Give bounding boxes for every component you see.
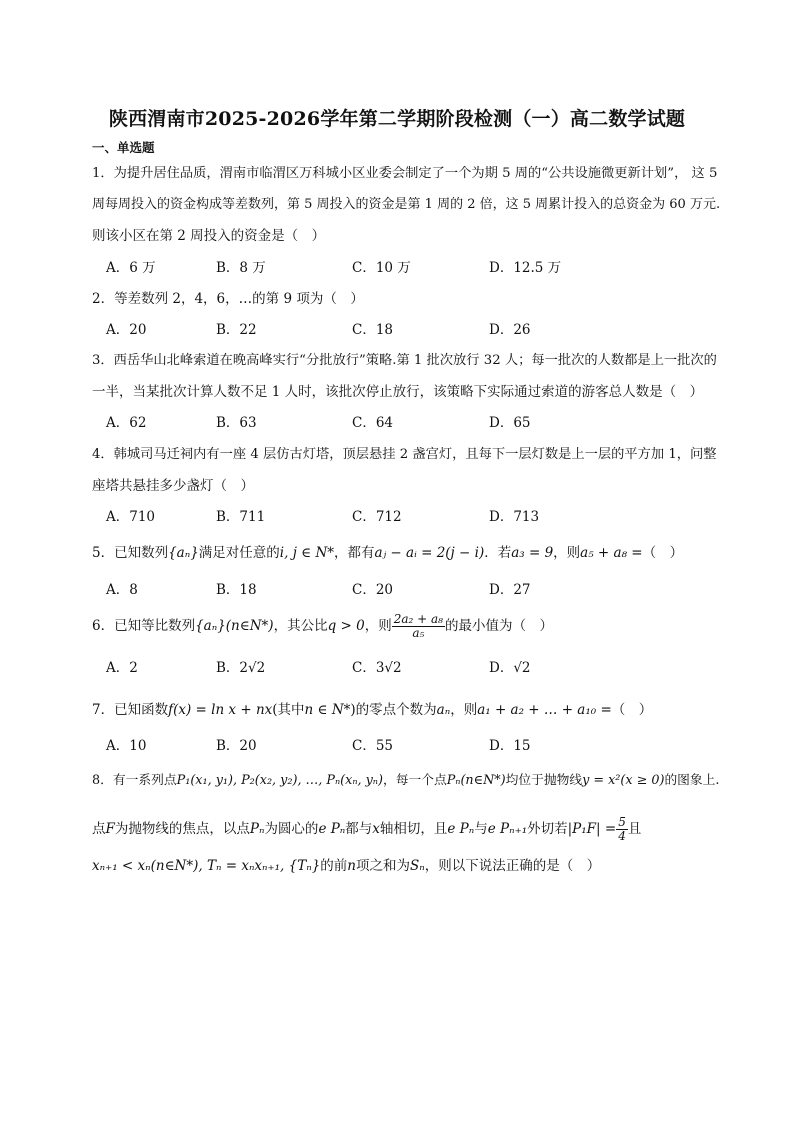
- q6-math-q: q > 0: [327, 618, 365, 634]
- q5-math-sum: a₅ + a₈ =: [580, 545, 643, 561]
- q5-text-k: （ ）: [642, 545, 684, 561]
- q7-text-i: （ ）: [611, 702, 653, 718]
- q8-text-2g: 都与: [345, 821, 373, 837]
- q8-text-2m: 外切若: [527, 821, 568, 837]
- q7-math-f: f(x) = ln x + nx: [168, 702, 273, 718]
- q5-text-a: 5．已知数列: [92, 545, 169, 561]
- q4-option-b[interactable]: B．711: [216, 509, 266, 525]
- q8-text-e: 均位于抛物线: [505, 773, 583, 788]
- q5-option-d[interactable]: D．27: [489, 582, 531, 598]
- q8-text-3b: 的前: [320, 858, 348, 874]
- q5-line-1: [92, 543, 683, 563]
- q8-text-a: 8．有一系列点: [92, 773, 177, 788]
- q5-text-i: ，则: [553, 545, 581, 561]
- q5-text-g: ．若: [484, 545, 512, 561]
- q8-math-sn: Sₙ: [409, 858, 425, 874]
- q8-math-circle-pn-2: e Pₙ: [447, 821, 475, 837]
- q8-math-x: x: [372, 821, 380, 837]
- q3-options: [106, 413, 706, 433]
- q1-line-3: 则该小区在第 2 周投入的资金是（ ）: [92, 228, 326, 244]
- q3-option-d[interactable]: D．65: [489, 415, 531, 431]
- page-title: 陕西渭南市2025-2026学年第二学期阶段检测（一）高二数学试题: [108, 108, 686, 130]
- q7-text-g: ，则: [450, 702, 478, 718]
- q8-math-pn: Pₙ(n∈N*): [446, 773, 506, 788]
- q8-text-2e: 为圆心的: [264, 821, 319, 837]
- q6-option-c[interactable]: C．3√2: [352, 660, 402, 676]
- q1-line-2: 周每周投入的资金构成等差数列，第 5 周投入的资金是第 1 周的 2 倍，这 5 周累计投入的总资金为 60 万元.: [92, 197, 721, 212]
- q5-text-c: 满足对任意的: [198, 545, 280, 561]
- q2-option-a[interactable]: A．20: [106, 322, 147, 338]
- q4-option-d[interactable]: D．713: [489, 509, 540, 525]
- q6-option-a[interactable]: A．2: [106, 660, 138, 676]
- q7-math-an: aₙ: [436, 702, 451, 718]
- q8-math-F: F: [105, 821, 115, 837]
- q8-text-2i: 轴相切，且: [379, 821, 448, 837]
- q8-line-2: [92, 814, 641, 844]
- q8-math-p1f: |P₁F| =: [567, 821, 617, 837]
- q1-line-1: 1．为提升居住品质，渭南市临渭区万科城小区业委会制定了一个为期 5 周的“公共设施微更新计划”， 这 5: [92, 166, 718, 181]
- q4-option-a[interactable]: A．710: [106, 509, 156, 525]
- q8-math-circle-pn1: e Pₙ₊₁: [487, 821, 528, 837]
- q2-option-d[interactable]: D．26: [489, 322, 531, 338]
- q3-line-1: 3．西岳华山北峰索道在晚高峰实行“分批放行”策略.第 1 批次放行 32 人；每一批次的人数都是上一批次的: [92, 353, 717, 368]
- q1-option-d[interactable]: D．12.5 万: [489, 260, 562, 276]
- q8-fraction: [616, 816, 628, 843]
- q1-options: [106, 258, 706, 278]
- q5-option-c[interactable]: C．20: [352, 582, 394, 598]
- q8-math-points: P₁(x₁, y₁), P₂(x₂, y₂), …, Pₙ(xₙ, yₙ): [176, 773, 383, 788]
- q3-option-b[interactable]: B．63: [216, 415, 257, 431]
- q6-math-seq: {aₙ}(n∈N*): [195, 618, 274, 634]
- q8-math-pn-2: Pₙ: [249, 821, 265, 837]
- q8-text-3f: ，则以下说法正确的是（ ）: [424, 858, 601, 874]
- q6-frac-den: a₅: [412, 626, 425, 640]
- q6-text-a: 6．已知等比数列: [92, 618, 196, 634]
- q4-line-1: 4．韩城司马迁祠内有一座 4 层仿古灯塔，顶层悬挂 2 盏宫灯，且每下一层灯数是上一层的平方加 1，问整: [92, 447, 717, 462]
- q7-math-sum: a₁ + a₂ + … + a₁₀ =: [477, 702, 612, 718]
- q4-option-c[interactable]: C．712: [352, 509, 402, 525]
- q6-text-f: 的最小值为（ ）: [444, 618, 553, 634]
- q5-math-seq: {aₙ}: [168, 545, 199, 561]
- q2-line-1: 2．等差数列 2，4，6，…的第 9 项为（ ）: [92, 291, 364, 307]
- q6-text-c: ，其公比: [273, 618, 328, 634]
- q7-option-c[interactable]: C．55: [352, 738, 394, 754]
- q8-frac-num: 5: [618, 815, 626, 829]
- q7-text-a: 7．已知函数: [92, 702, 169, 718]
- q1-option-b[interactable]: B．8 万: [216, 260, 266, 276]
- q7-math-n: n ∈ N*: [304, 702, 351, 718]
- q8-text-2c: 为抛物线的焦点，以点: [114, 821, 250, 837]
- q8-line-1: [92, 771, 720, 791]
- q6-option-d[interactable]: D．√2: [489, 660, 531, 676]
- q5-options: [106, 580, 706, 600]
- q7-text-e: )的零点个数为: [350, 702, 437, 718]
- q6-text-e: ，则: [364, 618, 392, 634]
- q5-option-b[interactable]: B．18: [216, 582, 257, 598]
- q8-text-3d: 项之和为: [355, 858, 410, 874]
- q5-math-ij: i, j ∈ N*: [279, 545, 335, 561]
- q5-option-a[interactable]: A．8: [106, 582, 138, 598]
- q7-option-a[interactable]: A．10: [106, 738, 147, 754]
- q7-option-d[interactable]: D．15: [489, 738, 531, 754]
- q3-option-a[interactable]: A．62: [106, 415, 147, 431]
- q1-option-a[interactable]: A．6 万: [106, 260, 156, 276]
- q8-math-n: n: [347, 858, 356, 874]
- q2-options: [106, 320, 706, 340]
- q6-fraction: [392, 613, 445, 640]
- q7-options: [106, 736, 706, 756]
- q8-text-2o: 且: [627, 821, 642, 837]
- q2-option-c[interactable]: C．18: [352, 322, 394, 338]
- q2-option-b[interactable]: B．22: [216, 322, 257, 338]
- q3-line-2: 一半，当某批次计算人数不足 1 人时，该批次停止放行，该策略下实际通过索道的游客总人数是（ ）: [92, 384, 704, 400]
- q7-line-1: [92, 700, 652, 720]
- q3-option-c[interactable]: C．64: [352, 415, 394, 431]
- q1-option-c[interactable]: C．10 万: [352, 260, 411, 276]
- q8-frac-den: 4: [618, 829, 626, 843]
- q4-line-2: 座塔共悬挂多少盏灯（ ）: [92, 478, 254, 494]
- q5-text-e: ，都有: [334, 545, 375, 561]
- q8-text-c: ，每一个点: [382, 773, 447, 788]
- q8-text-g: 的图象上.: [664, 773, 720, 788]
- q4-options: [106, 507, 706, 527]
- q8-text-2k: 与: [474, 821, 488, 837]
- q8-math-cond: xₙ₊₁ < xₙ(n∈N*), Tₙ = xₙxₙ₊₁, {Tₙ}: [92, 858, 321, 874]
- q6-option-b[interactable]: B．2√2: [216, 660, 266, 676]
- q6-options: [106, 658, 706, 678]
- q5-math-a3: a₃ = 9: [511, 545, 554, 561]
- q7-text-c: (其中: [272, 702, 305, 718]
- q8-math-parabola: y = x²(x ≥ 0): [582, 773, 665, 788]
- q8-text-2a: 点: [92, 821, 106, 837]
- q8-math-circle-pn: e Pₙ: [318, 821, 346, 837]
- section-heading: 一、单选题: [92, 140, 155, 155]
- q5-math-diff: aⱼ − aᵢ = 2(j − i): [374, 545, 485, 561]
- q6-line-1: [92, 612, 553, 640]
- q6-frac-num: 2a₂ + a₈: [393, 612, 443, 626]
- q7-option-b[interactable]: B．20: [216, 738, 257, 754]
- q8-line-3: [92, 856, 600, 876]
